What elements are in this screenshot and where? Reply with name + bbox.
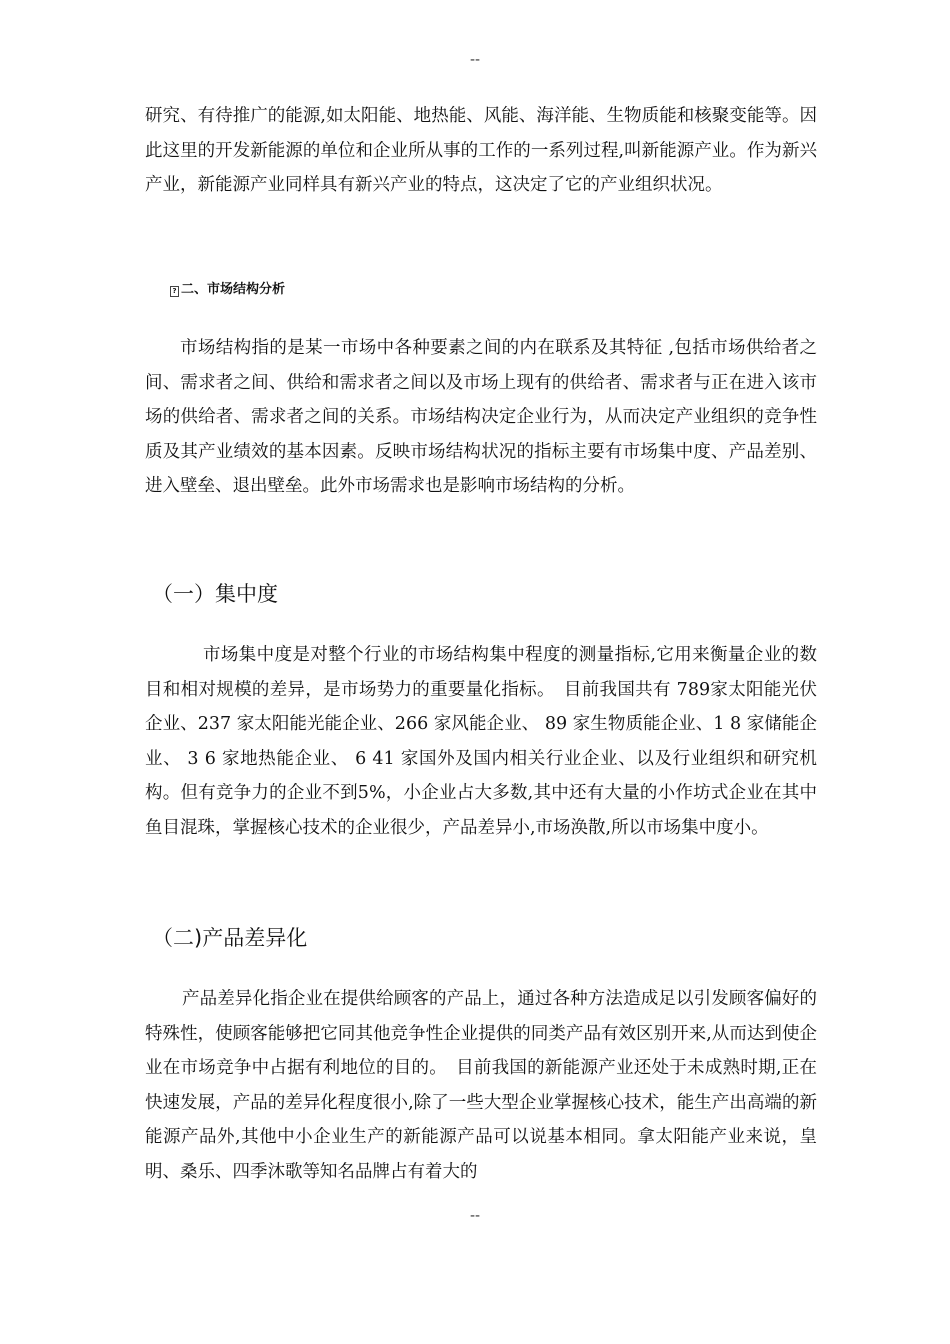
subheading-concentration: （一）集中度: [152, 582, 278, 606]
paragraph-market-structure: 市场结构指的是某一市场中各种要素之间的内在联系及其特征 ,包括市场供给者之间、需求者之间、供给和需求者之间以及市场上现有的供给者、需求者与正在进入该市场的供给者、需求者之间的关系。市场结构决定企业行为，从而决定产业组织的竞争性质及其产业绩效的基本因素。反映市场结构状况的指标主要有市场集中度、产品差别、进入壁垒、退出壁垒。此外市场需求也是影响市场结构的分析。: [145, 338, 817, 496]
section-heading-market-structure: [170, 278, 285, 297]
missing-glyph-icon: ?: [170, 286, 179, 297]
page-footer-mark: --: [469, 1208, 481, 1224]
paragraph-product-differentiation: 产品差异化指企业在提供给顾客的产品上，通过各种方法造成足以引发顾客偏好的特殊性，使顾客能够把它同其他竞争性企业提供的同类产品有效区别开来,从而达到使企业在市场竞争中占据有利地位的目的。 目前我国的新能源产业还处于未成熟时期,正在快速发展，产品的差异化程度很小,除了一些大型企业掌握核心技术，能生产出高端的新能源产品外,其他中小企业生产的新能源产品可以说基本相同。拿太阳能产业来说，皇明、桑乐、四季沐歌等知名品牌占有着大的: [145, 989, 817, 1182]
paragraph-concentration: 市场集中度是对整个行业的市场结构集中程度的测量指标,它用来衡量企业的数目和相对规模的差异，是市场势力的重要量化指标。 目前我国共有 789家太阳能光伏企业、237 家太阳能光能企业、266 家风能企业、 89 家生物质能企业、1 8 家储能企业、 3 6 家地热能企业、 6 41 家国外及国内相关行业企业、以及行业组织和研究机构。但有竞争力的企业不到5%，小企业占大多数,其中还有大量的小作坊式企业在其中鱼目混珠，掌握核心技术的企业很少，产品差异小,市场涣散,所以市场集中度小。: [145, 645, 817, 838]
section-heading-text: 二、市场结构分析: [181, 282, 286, 297]
paragraph-intro: 研究、有待推广的能源,如太阳能、地热能、风能、海洋能、生物质能和核聚变能等。因此这里的开发新能源的单位和企业所从事的工作的一系列过程,叫新能源产业。作为新兴产业，新能源产业同样具有新兴产业的特点，这决定了它的产业组织状况。: [145, 106, 817, 195]
subheading-product-differentiation: （二)产品差异化: [152, 926, 308, 950]
page-header-mark: --: [469, 52, 481, 68]
